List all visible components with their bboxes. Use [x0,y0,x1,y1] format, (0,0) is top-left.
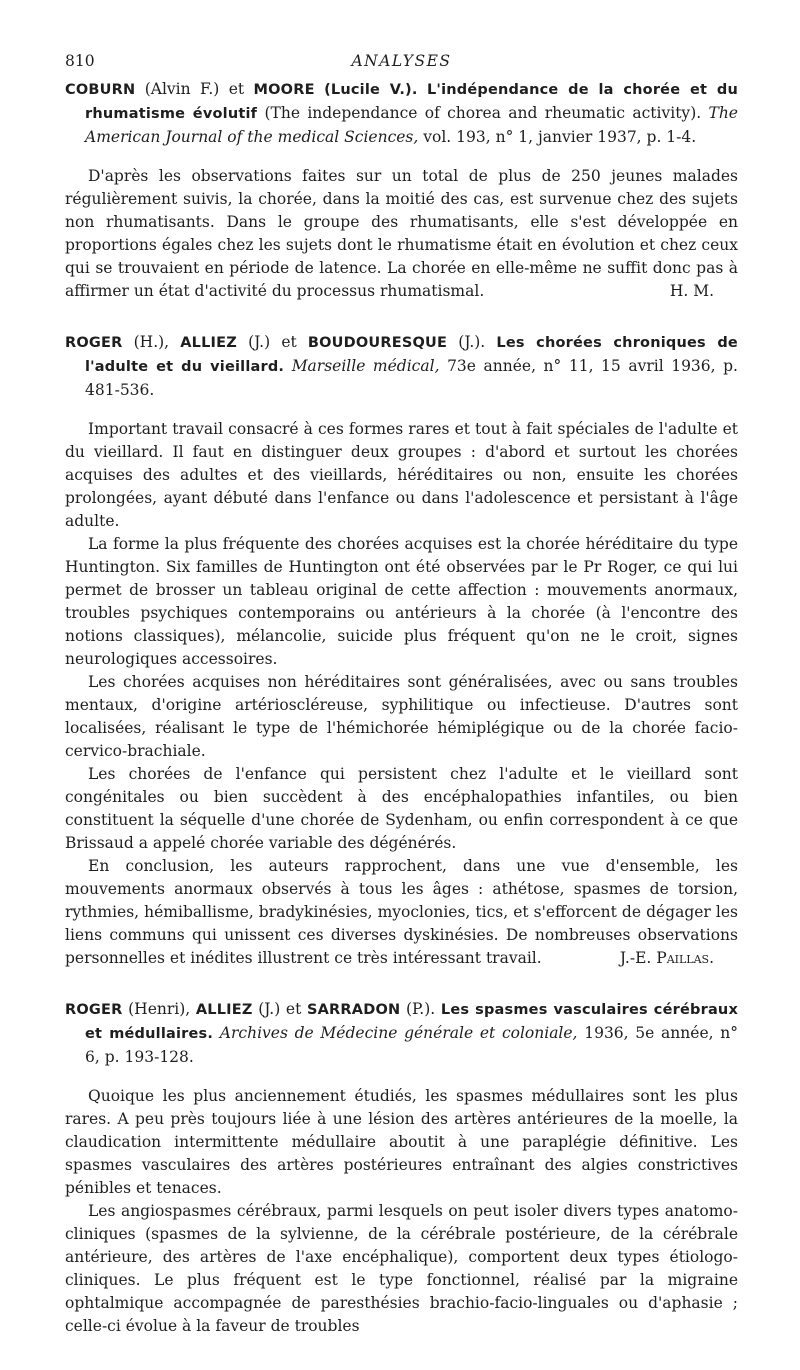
article-2-paragraph: Les chorées acquises non héréditaires sont généralisées, avec ou sans troubles mentaux, d'origine artérioscléreuse, syphilitique ou infectieuse. D'autres sont localisées, réalisant le type de l'hémichorée hémiplégique ou de la chorée facio-cervico-brachiale. [65,673,738,760]
author-sarradon: SARRADON [306,1002,401,1018]
author-moore: MOORE [253,82,315,98]
article-3-paragraph: Quoique les plus anciennement étudiés, les spasmes médullaires sont les plus rares. A peu près toujours liée à une lésion des artères antérieures de la moelle, la claudication intermittente médullaire aboutit à une paraplégie définitive. Les spasmes vasculaires des artères postérieures entraînant des algies constrictives pénibles et tenaces. [65,1087,738,1197]
article-3-title: Les spasmes vasculaires cérébraux et médullaires. [85,1002,739,1042]
article-2-title: Les chorées chroniques de l'adulte et du vieillard. [85,335,738,375]
article-2-journal: Marseille médical, [291,357,440,375]
article-2-signature: J.-E. Paillas. [619,949,714,967]
article-2-citation: ROGER (H.), ALLIEZ (J.) et BOUDOURESQUE (J.). Les chorées chroniques de l'adulte et du vieillard. Marseille médical, 73e année, n° 11, 15 avril 1936, p. 481-536. [65,333,738,399]
article-1-citation: COBURN (Alvin F.) et MOORE (Lucile V.). L'indépendance de la chorée et du rhumatisme évolutif (The independance of chorea and rheumatic activity). The American Journal of the medical Sciences, vol. 193, n° 1, janvier 1937, p. 1-4. [65,80,738,146]
author-roger: ROGER [65,335,123,351]
article-1-title-en: (The independance of chorea and rheumatic activity). [264,104,702,122]
article-1-signature: H. M. [669,282,714,300]
article-2-ref: 73e année, n° 11, 15 avril 1936, p. 481-536. [85,357,738,399]
article-3-ref: 1936, 5e année, n° 6, p. 193-128. [85,1024,738,1066]
author-roger: ROGER [65,1002,123,1018]
article-2-paragraph: La forme la plus fréquente des chorées acquises est la chorée héréditaire du type Huntington. Six familles de Huntington ont été observées par le Pr Roger, ce qui lui permet de brosser un tableau original de cette affection : mouvements anormaux, troubles psychiques contemporains ou antérieurs à la chorée (à l'encontre des notions classiques), mélancolie, suicide plus fréquent qu'on ne le croit, signes neurologiques accessoires. [65,535,738,668]
author-boudouresque: BOUDOURESQUE [307,335,448,351]
running-title: ANALYSES [351,52,452,70]
article-1-body: D'après les observations faites sur un total de plus de 250 jeunes malades régulièrement suivis, la chorée, dans la moitié des cas, est survenue chez des sujets non rhumatisants. Dans le groupe des rhumatisants, elle s'est développée en proportions égales chez les sujets dont le rhumatisme était en évolution et chez ceux qui se trouvaient en période de latence. La chorée en elle-même ne suffit donc pas à affirmer un état d'activité du processus rhumatismal. H. M. [65,165,738,303]
author-alliez: ALLIEZ [195,1002,253,1018]
author-coburn: COBURN [65,82,136,98]
article-1-ref: vol. 193, n° 1, janvier 1937, p. 1-4. [423,128,697,146]
page-number: 810 [65,52,95,70]
article-2-paragraph: Important travail consacré à ces formes rares et tout à fait spéciales de l'adulte et du vieillard. Il faut en distinguer deux groupes : d'abord et surtout les chorées acquises des adultes et des vieillards, héréditaires ou non, ensuite les chorées prolongées, ayant débuté dans l'enfance ou dans l'adolescence et persistant à l'âge adulte. [65,420,738,530]
article-3-journal: Archives de Médecine générale et coloniale, [219,1024,578,1042]
article-2-paragraph: Les chorées de l'enfance qui persistent chez l'adulte et le vieillard sont congénitales ou bien succèdent à des encéphalopathies infantiles, ou bien constituent la séquelle d'une chorée de Sydenham, ou enfin correspondent à ce que Brissaud a appelé chorée variable des dégénérés. [65,765,738,852]
article-3-paragraph: Les angiospasmes cérébraux, parmi lesquels on peut isoler divers types anatomo-cliniques (spasmes de la sylvienne, de la cérébrale postérieure, de la cérébrale antérieure, des artères de l'axe encéphalique), comportent deux types étiologo-cliniques. Le plus fréquent est le type fonctionnel, réalisé par la migraine ophtalmique accompagnée de paresthésies brachio-facio-linguales ou d'aphasie ; celle-ci évolue à la faveur de troubles [65,1202,738,1335]
article-1-title: L'indépendance de la chorée et du rhumatisme évolutif [85,82,738,122]
article-1-journal: The American Journal of the medical Sciences, [85,104,738,146]
running-head [65,52,738,78]
author-alliez: ALLIEZ [180,335,237,351]
article-2-paragraph: En conclusion, les auteurs rapprochent, dans une vue d'ensemble, les mouvements anormaux observés à tous les âges : athétose, spasmes de torsion, rythmies, hémiballisme, bradykinésies, myoclonies, tics, et s'efforcent de dégager les liens communs qui unissent ces diverses dyskinésies. De nombreuses observations personnelles et inédites illustrent ce très intéressant travail. J.-E. Paillas. [65,855,738,970]
article-3-citation: ROGER (Henri), ALLIEZ (J.) et SARRADON (P.). Les spasmes vasculaires cérébraux et médullaires. Archives de Médecine générale et coloniale, 1936, 5e année, n° 6, p. 193-128. [65,1000,739,1066]
